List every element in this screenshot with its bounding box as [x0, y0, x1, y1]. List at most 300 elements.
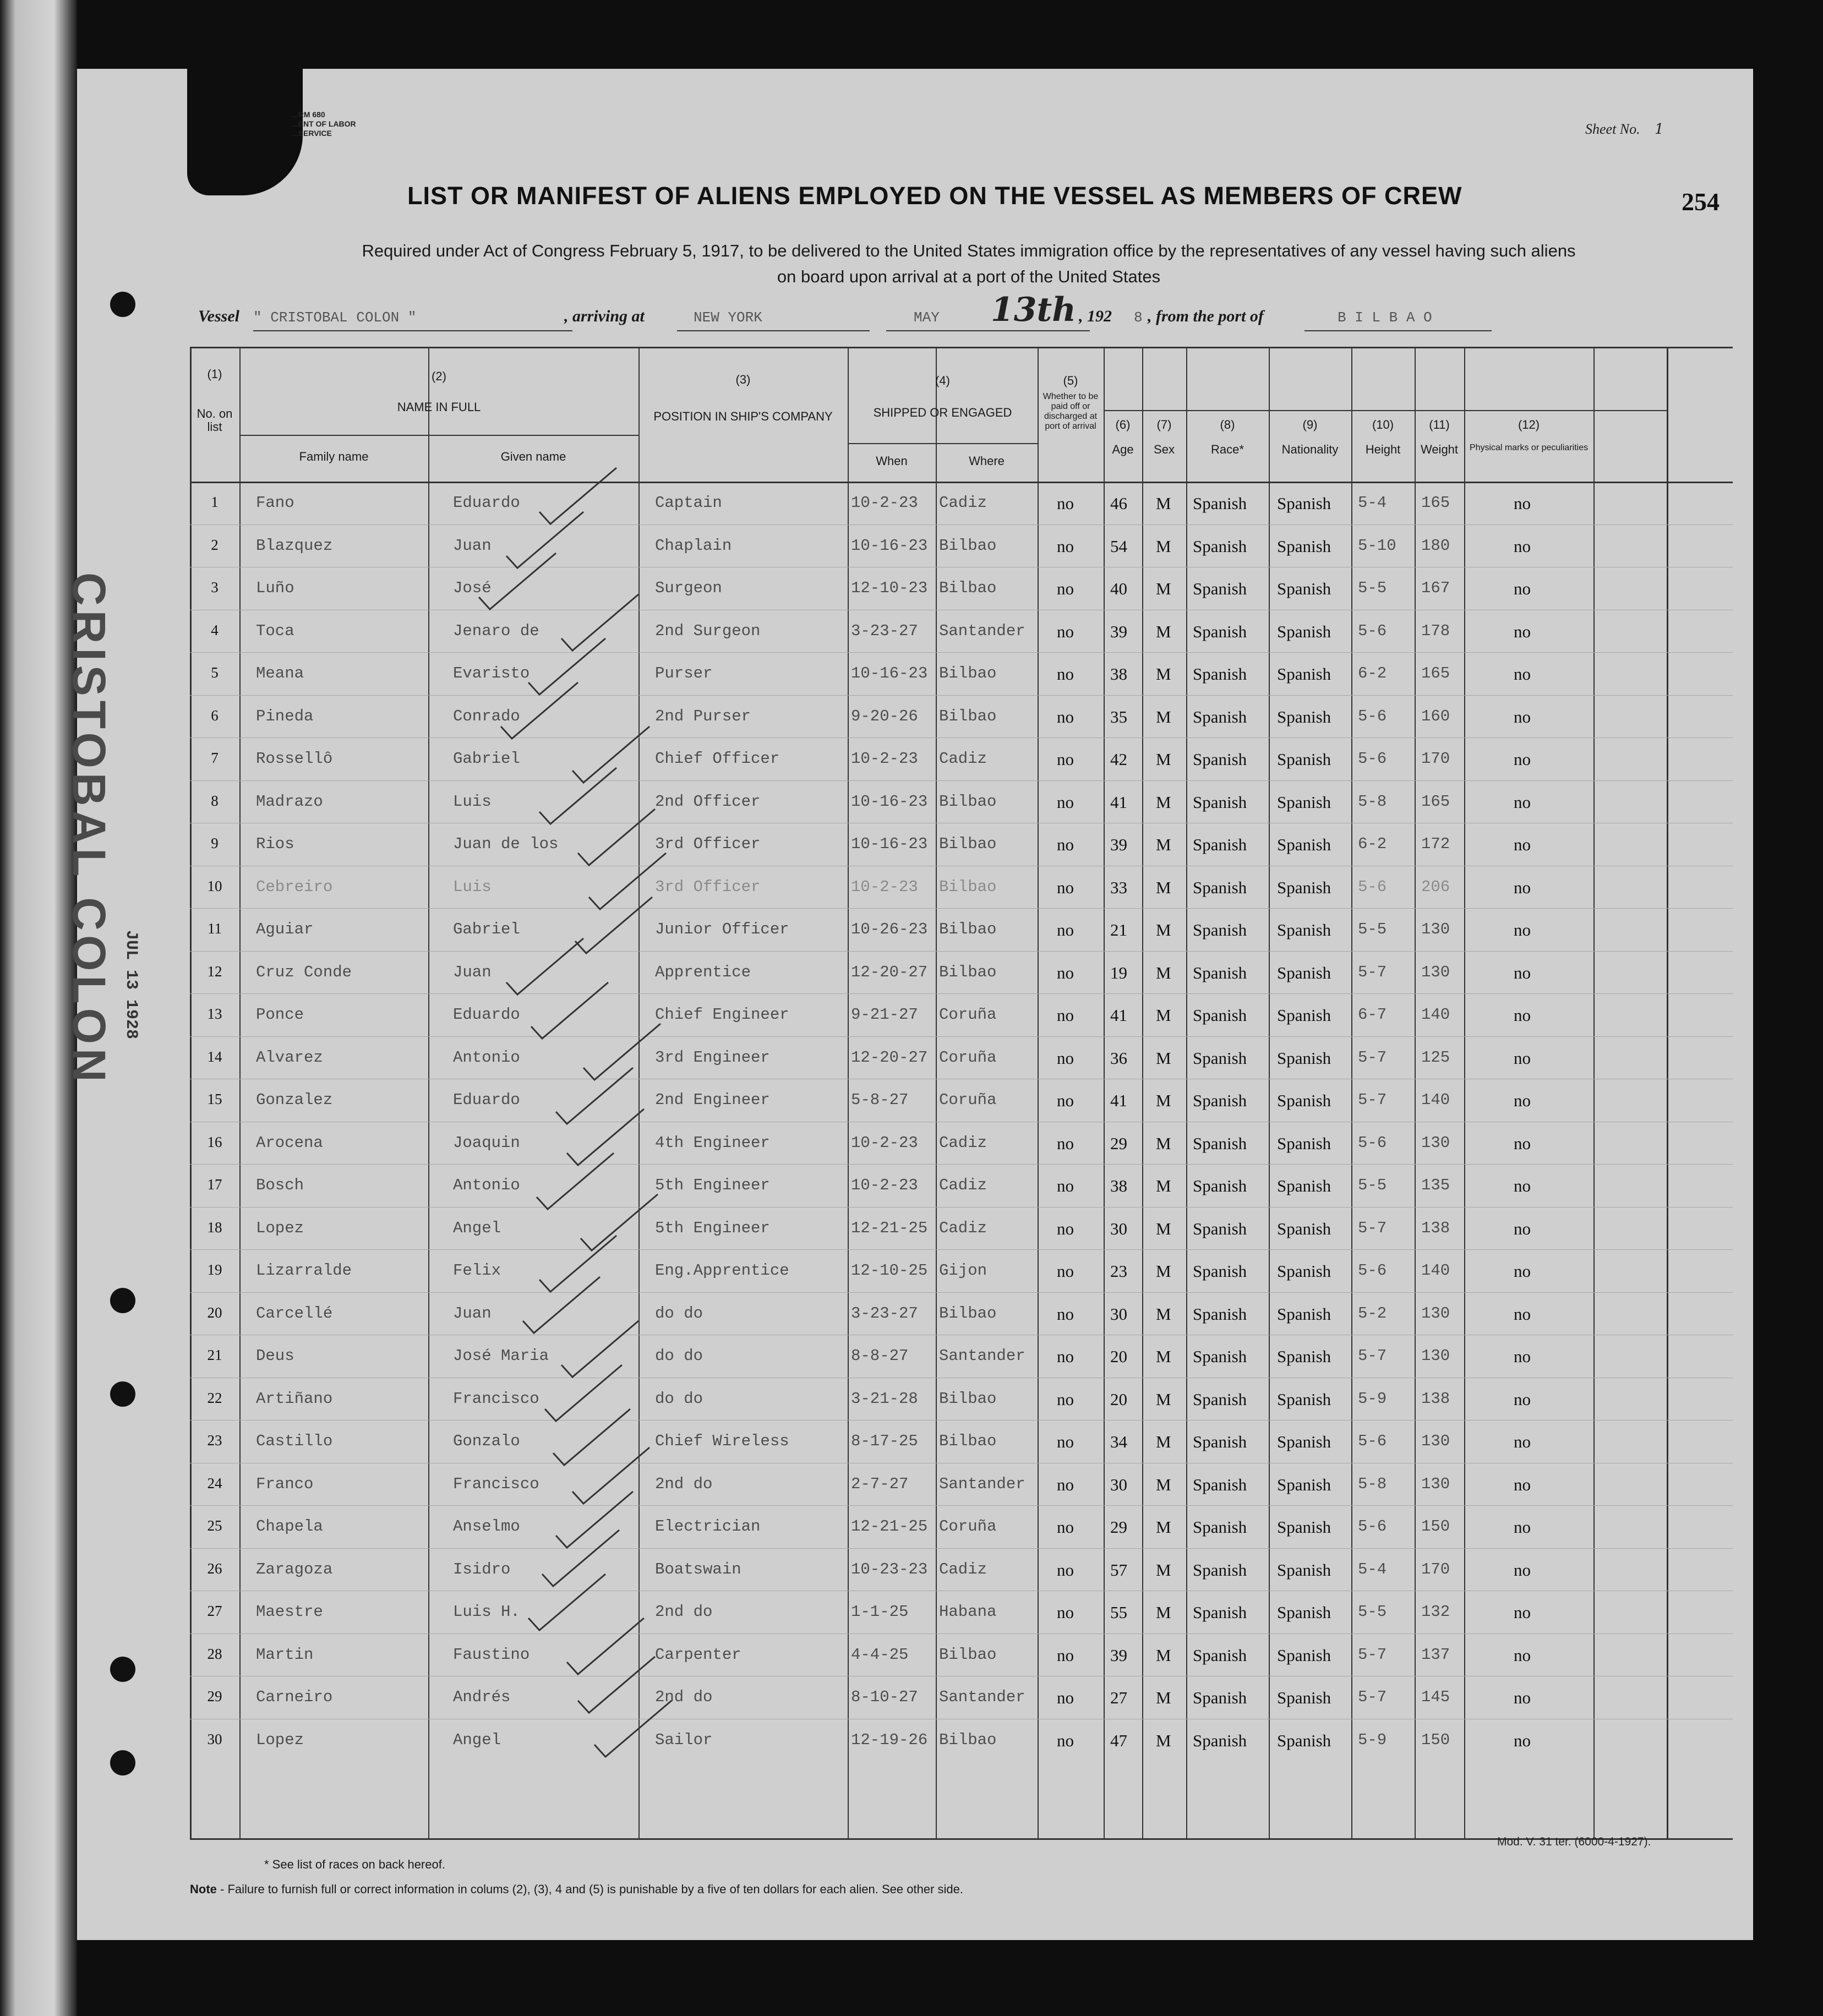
cell-when: 5-8-27	[851, 1091, 909, 1109]
col-weight-label: Weight	[1420, 442, 1459, 456]
cell-nationality: Spanish	[1277, 621, 1331, 641]
cell-nationality: Spanish	[1277, 1688, 1331, 1707]
cell-sex: M	[1156, 1730, 1171, 1750]
cell-weight: 130	[1421, 1347, 1450, 1365]
cell-weight: 130	[1421, 1432, 1450, 1450]
cell-family: Chapela	[256, 1517, 323, 1536]
cell-no: 8	[211, 792, 219, 809]
cell-nationality: Spanish	[1277, 1517, 1331, 1537]
cell-sex: M	[1156, 494, 1171, 513]
col-race-number: (8)	[1220, 418, 1235, 431]
check-mark	[583, 1024, 661, 1080]
col-no-number: (1)	[207, 367, 222, 381]
cell-sex: M	[1156, 1645, 1171, 1665]
cell-race: Spanish	[1193, 494, 1247, 513]
from-port: B I L B A O	[1338, 309, 1432, 326]
col-name-number: (2)	[432, 369, 446, 383]
cell-age: 34	[1110, 1432, 1127, 1451]
cell-family: Toca	[256, 621, 294, 640]
cell-paid: no	[1057, 1304, 1074, 1324]
cell-marks: no	[1514, 1176, 1531, 1195]
cell-when: 8-8-27	[851, 1347, 909, 1365]
cell-no: 5	[211, 664, 219, 681]
cell-age: 40	[1110, 579, 1127, 598]
cell-given: Evaristo	[453, 664, 530, 682]
cell-marks: no	[1514, 1432, 1531, 1451]
cell-race: Spanish	[1193, 1730, 1247, 1750]
cell-where: Habana	[939, 1603, 997, 1621]
col-height-label: Height	[1365, 442, 1401, 456]
receipt-date-stamp: JUL 13 1928	[122, 930, 140, 1040]
cell-position: 5th Engineer	[655, 1176, 770, 1194]
cell-given: Luis H.	[453, 1603, 520, 1621]
cell-age: 33	[1110, 877, 1127, 897]
cell-family: Maestre	[256, 1603, 323, 1621]
cell-race: Spanish	[1193, 1347, 1247, 1366]
cell-nationality: Spanish	[1277, 1730, 1331, 1750]
cell-where: Gijon	[939, 1261, 987, 1280]
cell-race: Spanish	[1193, 621, 1247, 641]
cell-when: 3-21-28	[851, 1389, 918, 1408]
cell-family: Cruz Conde	[256, 963, 352, 981]
cell-height: 5-6	[1358, 877, 1387, 896]
cell-family: Ponce	[256, 1006, 304, 1024]
cell-race: Spanish	[1193, 536, 1247, 556]
cell-weight: 145	[1421, 1688, 1450, 1706]
cell-race: Spanish	[1193, 579, 1247, 598]
cell-when: 10-16-23	[851, 835, 928, 853]
cell-paid: no	[1057, 536, 1074, 556]
vessel-name: " CRISTOBAL COLON "	[253, 309, 417, 326]
cell-marks: no	[1514, 1219, 1531, 1238]
cell-marks: no	[1514, 1006, 1531, 1025]
cell-where: Cadiz	[939, 1219, 987, 1237]
cell-no: 9	[211, 835, 219, 851]
cell-given: Felix	[453, 1261, 501, 1280]
cell-family: Luño	[256, 579, 294, 597]
check-mark	[531, 982, 608, 1039]
cell-where: Coruña	[939, 1048, 997, 1067]
check-mark	[545, 1365, 622, 1421]
cell-family: Carcellé	[256, 1304, 333, 1323]
check-mark	[528, 638, 605, 695]
cell-nationality: Spanish	[1277, 707, 1331, 726]
cell-nationality: Spanish	[1277, 1176, 1331, 1195]
cell-position: Purser	[655, 664, 713, 682]
cell-age: 30	[1110, 1304, 1127, 1324]
cell-given: José Maria	[453, 1347, 549, 1365]
check-mark	[553, 1409, 630, 1465]
cell-age: 54	[1110, 536, 1127, 556]
cell-age: 39	[1110, 1645, 1127, 1665]
cell-no: 2	[211, 536, 219, 553]
cell-race: Spanish	[1193, 1006, 1247, 1025]
cell-sex: M	[1156, 1517, 1171, 1537]
cell-weight: 165	[1421, 494, 1450, 512]
cell-given: Conrado	[453, 707, 520, 725]
cell-weight: 150	[1421, 1517, 1450, 1536]
cell-nationality: Spanish	[1277, 1432, 1331, 1451]
cell-where: Bilbao	[939, 963, 997, 981]
cell-nationality: Spanish	[1277, 1474, 1331, 1494]
cell-paid: no	[1057, 1133, 1074, 1153]
cell-paid: no	[1057, 1219, 1074, 1238]
check-mark	[479, 553, 556, 609]
cell-where: Cadiz	[939, 1176, 987, 1194]
cell-race: Spanish	[1193, 1091, 1247, 1110]
cell-age: 19	[1110, 963, 1127, 982]
cell-when: 10-23-23	[851, 1560, 928, 1578]
cell-where: Bilbao	[939, 1730, 997, 1749]
cell-family: Cebreiro	[256, 877, 333, 896]
cell-sex: M	[1156, 1133, 1171, 1153]
cell-position: Junior Officer	[655, 920, 789, 938]
cell-weight: 170	[1421, 1560, 1450, 1578]
cell-paid: no	[1057, 835, 1074, 854]
cell-sex: M	[1156, 1176, 1171, 1195]
cell-given: Gabriel	[453, 920, 520, 938]
col-marks-number: (12)	[1518, 418, 1540, 431]
col-paid-label: Whether to be paid off or discharged at port of arrival	[1043, 392, 1099, 431]
cell-height: 5-7	[1358, 963, 1387, 981]
cell-paid: no	[1057, 963, 1074, 982]
cell-age: 36	[1110, 1048, 1127, 1068]
cell-position: 3rd Officer	[655, 835, 761, 853]
cell-race: Spanish	[1193, 1688, 1247, 1707]
cell-when: 1-1-25	[851, 1603, 909, 1621]
cell-nationality: Spanish	[1277, 1389, 1331, 1409]
arrival-month: MAY	[914, 309, 940, 326]
cell-sex: M	[1156, 750, 1171, 769]
cell-nationality: Spanish	[1277, 1560, 1331, 1580]
cell-no: 19	[207, 1261, 222, 1278]
cell-height: 5-7	[1358, 1688, 1387, 1706]
cell-paid: no	[1057, 1389, 1074, 1409]
cell-position: Chief Wireless	[655, 1432, 789, 1450]
cell-nationality: Spanish	[1277, 1091, 1331, 1110]
cell-no: 23	[207, 1432, 222, 1449]
cell-race: Spanish	[1193, 750, 1247, 769]
cell-paid: no	[1057, 877, 1074, 897]
cell-position: Eng.Apprentice	[655, 1261, 789, 1280]
cell-race: Spanish	[1193, 1261, 1247, 1281]
cell-age: 27	[1110, 1688, 1127, 1707]
cell-paid: no	[1057, 1730, 1074, 1750]
year-prefix: , 192	[1079, 307, 1112, 325]
cell-nationality: Spanish	[1277, 1133, 1331, 1153]
vessel-label: Vessel	[198, 307, 239, 325]
cell-given: José	[453, 579, 492, 597]
cell-marks: no	[1514, 1048, 1531, 1068]
cell-height: 6-7	[1358, 1006, 1387, 1024]
cell-height: 5-6	[1358, 707, 1387, 725]
col-weight-number: (11)	[1429, 418, 1450, 431]
cell-age: 38	[1110, 1176, 1127, 1195]
cell-marks: no	[1514, 1474, 1531, 1494]
col-nationality-label: Nationality	[1281, 442, 1339, 456]
col-shipped-number: (4)	[935, 374, 950, 387]
page-subtitle: Required under Act of Congress February 5, 1917, to be delivered to the United States immigration office by the representatives of any vessel having such aliens on board upon arrival at a port of the United States	[362, 241, 1576, 286]
cell-nationality: Spanish	[1277, 494, 1331, 513]
cell-when: 12-21-25	[851, 1219, 928, 1237]
cell-height: 5-8	[1358, 792, 1387, 811]
form-model-number: Mod. V. 31 ter. (6000-4-1927).	[1497, 1835, 1651, 1848]
cell-race: Spanish	[1193, 1133, 1247, 1153]
cell-height: 6-2	[1358, 835, 1387, 853]
cell-where: Bilbao	[939, 664, 997, 682]
cell-age: 47	[1110, 1730, 1127, 1750]
cell-weight: 135	[1421, 1176, 1450, 1194]
cell-position: Captain	[655, 494, 722, 512]
cell-nationality: Spanish	[1277, 835, 1331, 854]
cell-family: Fano	[256, 494, 294, 512]
vessel-name-stamp: CRISTOBAL COLON	[63, 572, 115, 1086]
check-mark	[523, 1277, 600, 1333]
cell-sex: M	[1156, 1091, 1171, 1110]
col-shipped-label: SHIPPED OR ENGAGED	[873, 406, 1012, 419]
check-mark	[501, 682, 578, 739]
cell-weight: 160	[1421, 707, 1450, 725]
cell-sex: M	[1156, 877, 1171, 897]
cell-nationality: Spanish	[1277, 1603, 1331, 1622]
cell-family: Castillo	[256, 1432, 333, 1450]
cell-position: 3rd Engineer	[655, 1048, 770, 1067]
cell-family: Blazquez	[256, 536, 333, 555]
cell-age: 41	[1110, 792, 1127, 812]
cell-paid: no	[1057, 579, 1074, 598]
check-mark	[594, 1701, 672, 1757]
cell-race: Spanish	[1193, 963, 1247, 982]
cell-height: 5-8	[1358, 1474, 1387, 1493]
cell-weight: 140	[1421, 1261, 1450, 1280]
check-mark	[556, 1491, 633, 1548]
cell-weight: 137	[1421, 1645, 1450, 1664]
cell-given: Francisco	[453, 1474, 539, 1493]
cell-family: Madrazo	[256, 792, 323, 811]
check-mark	[506, 938, 583, 995]
cell-age: 55	[1110, 1603, 1127, 1622]
cell-weight: 178	[1421, 621, 1450, 640]
cell-weight: 130	[1421, 1304, 1450, 1323]
cell-sex: M	[1156, 1560, 1171, 1580]
cell-paid: no	[1057, 621, 1074, 641]
cell-marks: no	[1514, 1133, 1531, 1153]
check-mark	[581, 1194, 658, 1250]
cell-no: 15	[207, 1091, 222, 1107]
cell-no: 22	[207, 1389, 222, 1406]
cell-marks: no	[1514, 750, 1531, 769]
cell-nationality: Spanish	[1277, 920, 1331, 939]
cell-given: Luis	[453, 877, 492, 896]
cell-paid: no	[1057, 1261, 1074, 1281]
cell-paid: no	[1057, 750, 1074, 769]
cell-family: Bosch	[256, 1176, 304, 1194]
cell-nationality: Spanish	[1277, 877, 1331, 897]
cell-given: Juan	[453, 536, 492, 555]
cell-when: 12-19-26	[851, 1730, 928, 1749]
cell-nationality: Spanish	[1277, 963, 1331, 982]
cell-marks: no	[1514, 621, 1531, 641]
check-mark	[578, 809, 655, 865]
cell-when: 9-21-27	[851, 1006, 918, 1024]
cell-sex: M	[1156, 1304, 1171, 1324]
cell-paid: no	[1057, 1091, 1074, 1110]
cell-race: Spanish	[1193, 792, 1247, 812]
cell-sex: M	[1156, 621, 1171, 641]
cell-given: Angel	[453, 1219, 501, 1237]
cell-sex: M	[1156, 1474, 1171, 1494]
cell-weight: 140	[1421, 1006, 1450, 1024]
cell-when: 10-16-23	[851, 792, 928, 811]
cell-marks: no	[1514, 1091, 1531, 1110]
cell-race: Spanish	[1193, 1560, 1247, 1580]
cell-race: Spanish	[1193, 1048, 1247, 1068]
cell-when: 3-23-27	[851, 1304, 918, 1323]
cell-nationality: Spanish	[1277, 664, 1331, 684]
cell-given: Eduardo	[453, 494, 520, 512]
cell-nationality: Spanish	[1277, 1261, 1331, 1281]
cell-age: 30	[1110, 1474, 1127, 1494]
check-mark	[556, 1068, 633, 1124]
cell-position: Chief Officer	[655, 750, 780, 768]
cell-height: 5-6	[1358, 1517, 1387, 1536]
cell-position: do do	[655, 1304, 703, 1323]
cell-given: Juan	[453, 963, 492, 981]
cell-no: 24	[207, 1474, 222, 1491]
cell-sex: M	[1156, 707, 1171, 726]
col-family-label: Family name	[299, 450, 369, 463]
cell-where: Bilbao	[939, 707, 997, 725]
cell-height: 5-4	[1358, 1560, 1387, 1578]
cell-nationality: Spanish	[1277, 1304, 1331, 1324]
sheet-number: Sheet No. 1	[1585, 121, 1664, 138]
cell-position: 2nd do	[655, 1474, 713, 1493]
cell-where: Bilbao	[939, 920, 997, 938]
cell-sex: M	[1156, 1389, 1171, 1409]
cell-height: 5-9	[1358, 1389, 1387, 1408]
cell-weight: 130	[1421, 920, 1450, 938]
cell-age: 29	[1110, 1133, 1127, 1153]
cell-age: 23	[1110, 1261, 1127, 1281]
cell-race: Spanish	[1193, 1517, 1247, 1537]
cell-sex: M	[1156, 1006, 1171, 1025]
cell-given: Luis	[453, 792, 492, 811]
cell-sex: M	[1156, 920, 1171, 939]
cell-age: 46	[1110, 494, 1127, 513]
cell-when: 8-17-25	[851, 1432, 918, 1450]
cell-sex: M	[1156, 1432, 1171, 1451]
cell-family: Franco	[256, 1474, 314, 1493]
cell-marks: no	[1514, 1645, 1531, 1665]
page-title: LIST OR MANIFEST OF ALIENS EMPLOYED ON THE VESSEL AS MEMBERS OF CREW	[407, 182, 1462, 210]
cell-when: 12-21-25	[851, 1517, 928, 1536]
cell-height: 5-2	[1358, 1304, 1387, 1323]
cell-height: 5-7	[1358, 1091, 1387, 1109]
arriving-port: NEW YORK	[694, 309, 762, 326]
cell-where: Santander	[939, 1474, 1025, 1493]
cell-weight: 172	[1421, 835, 1450, 853]
cell-nationality: Spanish	[1277, 536, 1331, 556]
cell-when: 10-2-23	[851, 1176, 918, 1194]
arrival-day: 13th	[991, 291, 1076, 329]
cell-race: Spanish	[1193, 1389, 1247, 1409]
check-mark	[542, 1530, 619, 1586]
cell-family: Gonzalez	[256, 1091, 333, 1109]
col-no-label: No. on list	[197, 407, 233, 434]
col-age-label: Age	[1112, 442, 1134, 456]
cell-race: Spanish	[1193, 877, 1247, 897]
col-position-number: (3)	[735, 373, 751, 386]
cell-paid: no	[1057, 1347, 1074, 1366]
cell-when: 2-7-27	[851, 1474, 909, 1493]
col-height-number: (10)	[1372, 418, 1394, 431]
cell-paid: no	[1057, 1006, 1074, 1025]
cell-given: Gonzalo	[453, 1432, 520, 1450]
year-digit: 8	[1134, 309, 1143, 326]
cell-no: 3	[211, 579, 219, 595]
cell-given: Faustino	[453, 1645, 530, 1664]
cell-no: 25	[207, 1517, 222, 1534]
cell-position: 2nd do	[655, 1603, 713, 1621]
cell-paid: no	[1057, 1048, 1074, 1068]
cell-no: 1	[211, 494, 219, 510]
cell-where: Bilbao	[939, 1432, 997, 1450]
cell-age: 20	[1110, 1347, 1127, 1366]
cell-sex: M	[1156, 579, 1171, 598]
cell-marks: no	[1514, 707, 1531, 726]
cell-when: 3-23-27	[851, 621, 918, 640]
cell-weight: 130	[1421, 1133, 1450, 1152]
cell-weight: 167	[1421, 579, 1450, 597]
cell-position: Boatswain	[655, 1560, 741, 1578]
cell-where: Cadiz	[939, 494, 987, 512]
cell-race: Spanish	[1193, 664, 1247, 684]
cell-given: Juan	[453, 1304, 492, 1323]
cell-no: 11	[208, 920, 222, 937]
cell-weight: 138	[1421, 1219, 1450, 1237]
page-number: 254	[1682, 188, 1720, 216]
cell-age: 30	[1110, 1219, 1127, 1238]
cell-where: Santander	[939, 1347, 1025, 1365]
cell-weight: 206	[1421, 877, 1450, 896]
cell-marks: no	[1514, 877, 1531, 897]
cell-where: Bilbao	[939, 1389, 997, 1408]
cell-race: Spanish	[1193, 1219, 1247, 1238]
cell-position: 2nd Purser	[655, 707, 751, 725]
cell-marks: no	[1514, 1389, 1531, 1409]
cell-where: Bilbao	[939, 1304, 997, 1323]
cell-age: 29	[1110, 1517, 1127, 1537]
cell-position: 4th Engineer	[655, 1133, 770, 1152]
cell-marks: no	[1514, 579, 1531, 598]
col-where-label: Where	[969, 454, 1005, 468]
cell-race: Spanish	[1193, 1432, 1247, 1451]
cell-height: 5-6	[1358, 1133, 1387, 1152]
cell-weight: 132	[1421, 1603, 1450, 1621]
cell-where: Bilbao	[939, 792, 997, 811]
cell-position: Carpenter	[655, 1645, 741, 1664]
cell-position: Chaplain	[655, 536, 732, 555]
cell-sex: M	[1156, 1219, 1171, 1238]
cell-paid: no	[1057, 1517, 1074, 1537]
cell-when: 12-20-27	[851, 1048, 928, 1067]
cell-weight: 170	[1421, 750, 1450, 768]
cell-height: 5-7	[1358, 1219, 1387, 1237]
cell-when: 9-20-26	[851, 707, 918, 725]
check-mark	[567, 1618, 644, 1674]
col-race-label: Race*	[1211, 442, 1244, 456]
col-age-number: (6)	[1115, 418, 1131, 431]
